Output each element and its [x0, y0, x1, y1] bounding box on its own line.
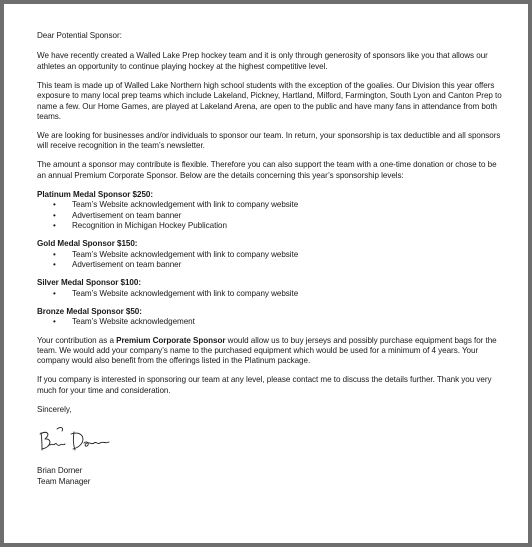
gold-benefits-list: [37, 250, 504, 271]
silver-level-heading: Silver Medal Sponsor $100:: [37, 278, 141, 288]
benefit-text: Team’s Website acknowledgement with link to company website: [72, 200, 299, 210]
gold-level-heading: Gold Medal Sponsor $150:: [37, 239, 138, 249]
platinum-benefits-list: [37, 200, 504, 231]
bullet-icon: •: [53, 288, 56, 298]
signer-name: Brian Dorner: [37, 466, 83, 476]
sponsor-request-paragraph: We are looking for businesses and/or individuals to sponsor our team. In return, your sponsorship is tax deductible and all sponsors will receive recognition in the team’s newsletter.: [37, 131, 501, 151]
contribution-paragraph: The amount a sponsor may contribute is flexible. Therefore you can also support the team with a one-time donation or chose to be an annual Premium Corporate Sponsor. Below are the details concerning this year’s sponsorship levels:: [37, 160, 497, 180]
platinum-level-heading: Platinum Medal Sponsor $250:: [37, 189, 153, 199]
list-item: [37, 260, 504, 270]
benefit-text: Team’s Website acknowledgement: [72, 317, 195, 327]
salutation: Dear Potential Sponsor:: [37, 31, 122, 40]
closing: Sincerely,: [37, 404, 72, 414]
benefit-text: Advertisement on team banner: [72, 260, 182, 270]
team-paragraph: This team is made up of Walled Lake Northern high school students with the exception of the goalies. Our Division this year offers exposure to many local prep teams which include Lakeland, Pickney, Hartland, Milford, Farmington, South Lyon and Canton Prep to name a few. Our Home Games, are played at Lakeland Arena, are open to the public and have many fans in attendance from both teams.: [37, 80, 502, 122]
premium-sponsor-emphasis: Premium Corporate Sponsor: [116, 335, 226, 345]
premium-text-before: Your contribution as a: [37, 335, 117, 345]
benefit-text: Team’s Website acknowledgement with link to company website: [72, 249, 299, 259]
premium-sponsor-paragraph: [37, 336, 504, 367]
bullet-icon: •: [53, 200, 56, 210]
silver-benefits-list: [37, 289, 504, 299]
list-item: [37, 221, 504, 231]
list-item: [37, 317, 504, 327]
bullet-icon: •: [53, 317, 56, 327]
benefit-text: Team’s Website acknowledgement with link to company website: [72, 288, 299, 298]
bullet-icon: •: [53, 260, 56, 270]
benefit-text: Recognition in Michigan Hockey Publication: [72, 221, 227, 231]
intro-paragraph: We have recently created a Walled Lake Prep hockey team and it is only through generosity of sponsors like you that allows our athletes an opportunity to continue playing hockey at the highest competitive level.: [37, 51, 488, 71]
signer-title: Team Manager: [37, 476, 91, 486]
letter-page: [4, 4, 528, 543]
bullet-icon: •: [53, 210, 56, 220]
contact-paragraph: If you company is interested in sponsoring our team at any level, please contact me to discuss the details further. Thank you very much for your time and consideration.: [37, 375, 492, 395]
bullet-icon: •: [53, 249, 56, 259]
handwritten-signature: [37, 423, 147, 457]
premium-text-after: would allow us to buy jerseys and possibly purchase equipment bags for the team. We would add your company’s name to the purchased equipment which would be used for a minimum of 4 years. Your company would also benefit from the offerings listed in the Platinum package.: [37, 335, 497, 366]
list-item: [37, 250, 504, 260]
bullet-icon: •: [53, 221, 56, 231]
benefit-text: Advertisement on team banner: [72, 210, 182, 220]
bronze-benefits-list: [37, 317, 504, 327]
list-item: [37, 289, 504, 299]
bronze-level-heading: Bronze Medal Sponsor $50:: [37, 306, 142, 316]
list-item: [37, 211, 504, 221]
list-item: [37, 200, 504, 210]
